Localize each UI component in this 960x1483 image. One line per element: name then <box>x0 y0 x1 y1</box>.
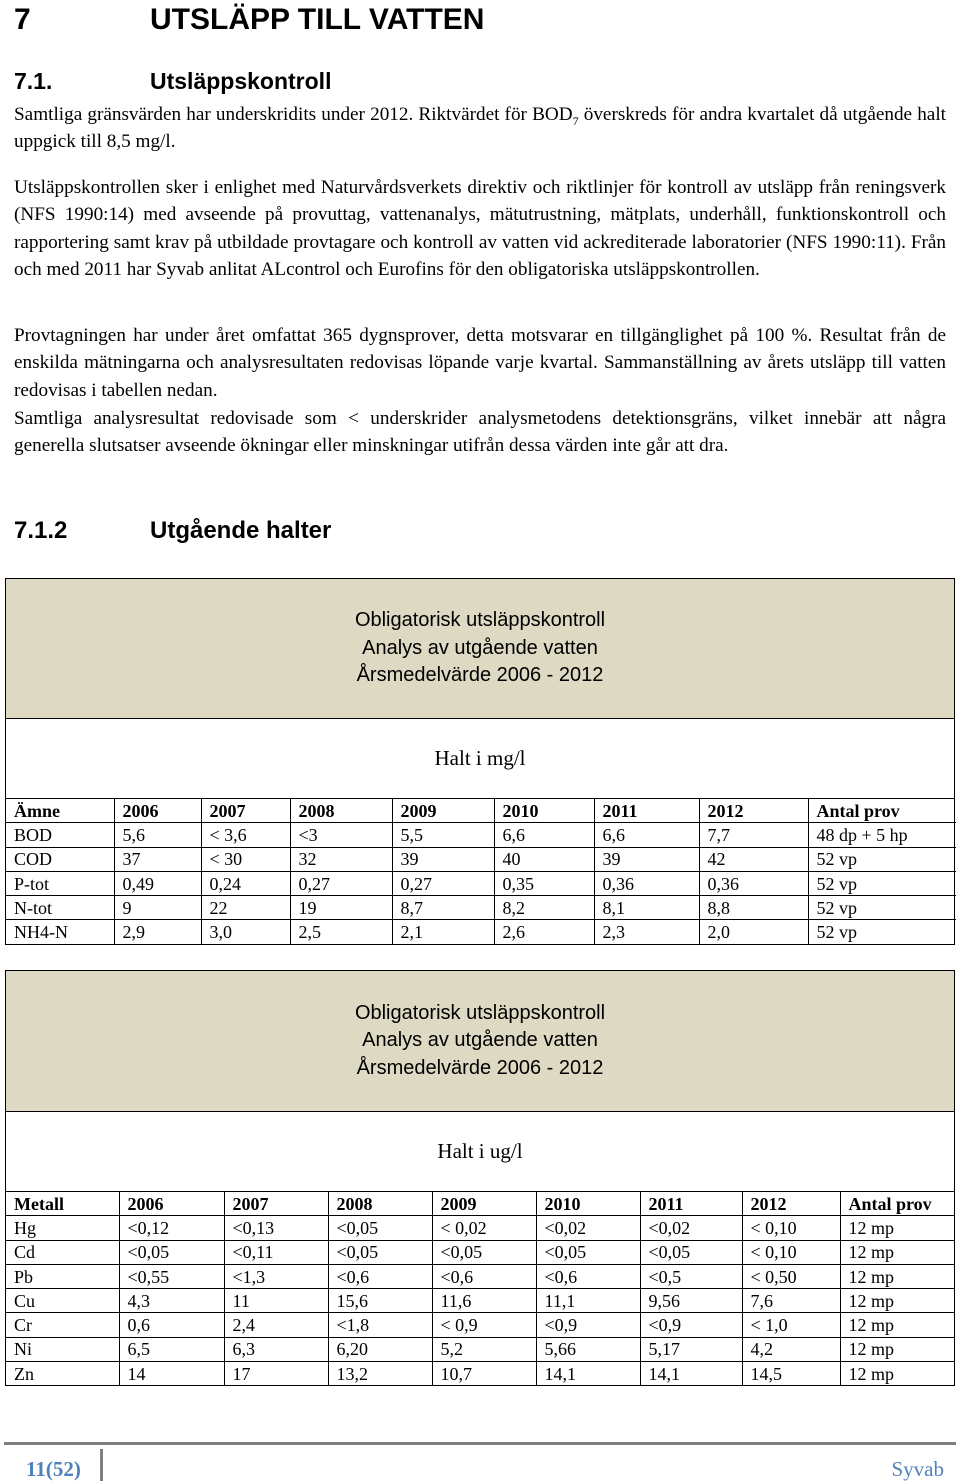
table-cell: 0,27 <box>392 871 494 895</box>
table-cell: 48 dp + 5 hp <box>808 823 956 847</box>
table-cell: <0,05 <box>328 1216 432 1240</box>
table-cell: 2,6 <box>494 920 594 944</box>
row-label-cell: Ni <box>6 1337 119 1361</box>
table-cell: 37 <box>114 847 201 871</box>
column-header: 2012 <box>699 799 808 823</box>
table-cell: <0,6 <box>432 1264 536 1288</box>
intro-text-before: Samtliga gränsvärden har underskridits under 2012. Riktvärdet för BOD <box>14 104 573 125</box>
table-row <box>6 1216 954 1240</box>
table-cell: 10,7 <box>432 1362 536 1386</box>
footer-divider <box>100 1449 103 1481</box>
table-ug-heading-line-2: Analys av utgående vatten <box>362 1029 598 1052</box>
table-row <box>6 871 956 895</box>
table-cell: 5,66 <box>536 1337 640 1361</box>
table-cell: 8,2 <box>494 896 594 920</box>
table-cell: <0,11 <box>224 1240 328 1264</box>
company-name: Syvab <box>891 1457 944 1481</box>
intro-paragraph <box>14 101 946 156</box>
footer-rule <box>4 1442 956 1445</box>
subsection-title: Utsläppskontroll <box>150 68 332 94</box>
row-label-cell: Cr <box>6 1313 119 1337</box>
table-cell: <0,9 <box>640 1313 742 1337</box>
table-cell: <1,8 <box>328 1313 432 1337</box>
paragraph-sampling: Provtagningen har under året omfattat 365 dygnsprover, detta motsvarar en tillgänglighet på 100 %. Resultat från de enskilda mätningarna och analysresultaten redovisas löpande varje kvartal. Sammanställning av årets utsläpp till vatten redovisas i tabellen nedan. <box>14 325 946 401</box>
table-cell: 5,2 <box>432 1337 536 1361</box>
table-cell: < 0,10 <box>742 1240 840 1264</box>
table-mg-heading-line-1: Obligatorisk utsläppskontroll <box>354 609 606 632</box>
paragraph-method: Utsläppskontrollen sker i enlighet med Naturvårdsverkets direktiv och riktlinjer för kontroll av utsläpp från reningsverk (NFS 1990:14) med avseende på provuttag, vattenanalys, mätutrustning, mätplats, underhåll, funktionskontroll och rapportering samt krav på utbildade provtagare och kontroll av vatten vid ackrediterade laboratorier (NFS 1990:11). Från och med 2011 har Syvab anlitat ALcontrol och Eurofins för den obligatoriska utsläppskontrollen. <box>14 177 946 280</box>
page-footer <box>0 1440 960 1483</box>
table-ug-unit: Halt i ug/l <box>6 1112 954 1192</box>
row-label-cell: Cd <box>6 1240 119 1264</box>
column-header: 2006 <box>119 1192 224 1216</box>
table-cell: <0,05 <box>328 1240 432 1264</box>
row-label-cell: N-tot <box>6 896 114 920</box>
table-cell: <0,6 <box>536 1264 640 1288</box>
row-label-cell: Pb <box>6 1264 119 1288</box>
table-cell: 14 <box>119 1362 224 1386</box>
column-header: Antal prov <box>840 1192 954 1216</box>
table-cell: 14,5 <box>742 1362 840 1386</box>
row-label-cell: P-tot <box>6 871 114 895</box>
table-cell: < 3,6 <box>201 823 290 847</box>
table-cell: 5,17 <box>640 1337 742 1361</box>
table-cell: 12 mp <box>840 1264 954 1288</box>
table-cell: 12 mp <box>840 1240 954 1264</box>
table-cell: 8,7 <box>392 896 494 920</box>
intro-text-after: överskreds för andra kvartalet då utgående halt uppgick till 8,5 mg/l. <box>14 104 946 153</box>
table-cell: 0,6 <box>119 1313 224 1337</box>
table-ug <box>6 1192 954 1385</box>
column-header: 2009 <box>392 799 494 823</box>
subsection-heading <box>14 66 614 96</box>
column-header: 2010 <box>494 799 594 823</box>
column-header: 2011 <box>640 1192 742 1216</box>
table-cell: < 0,02 <box>432 1216 536 1240</box>
table-cell: 39 <box>392 847 494 871</box>
table-cell: 0,24 <box>201 871 290 895</box>
table-mg-header <box>6 579 954 719</box>
section-heading <box>14 2 614 38</box>
table-cell: <1,3 <box>224 1264 328 1288</box>
page-number: 11(52) <box>26 1457 81 1481</box>
table-cell: <3 <box>290 823 392 847</box>
table-cell: 12 mp <box>840 1313 954 1337</box>
table-row <box>6 920 956 944</box>
column-header: Metall <box>6 1192 119 1216</box>
table-cell: 12 mp <box>840 1216 954 1240</box>
subsubsection-number: 7.1.2 <box>14 517 68 544</box>
column-header: Antal prov <box>808 799 956 823</box>
table-cell: 52 vp <box>808 920 956 944</box>
table-cell: 6,3 <box>224 1337 328 1361</box>
table-cell: 39 <box>594 847 699 871</box>
table-ug-block <box>5 970 955 1386</box>
table-cell: 0,36 <box>699 871 808 895</box>
table-cell: 2,3 <box>594 920 699 944</box>
table-mg-heading-line-2: Analys av utgående vatten <box>362 636 598 659</box>
table-cell: 9,56 <box>640 1289 742 1313</box>
table-cell: <0,5 <box>640 1264 742 1288</box>
bod-subscript: 7 <box>572 113 579 128</box>
table-cell: 11 <box>224 1289 328 1313</box>
table-cell: 12 mp <box>840 1289 954 1313</box>
table-mg-block <box>5 578 955 945</box>
row-label-cell: COD <box>6 847 114 871</box>
table-ug-heading-line-3: Årsmedelvärde 2006 - 2012 <box>356 1056 604 1079</box>
table-cell: 0,49 <box>114 871 201 895</box>
column-header: 2007 <box>224 1192 328 1216</box>
table-cell: 0,35 <box>494 871 594 895</box>
table-cell: 8,8 <box>699 896 808 920</box>
row-label-cell: NH4-N <box>6 920 114 944</box>
column-header: 2011 <box>594 799 699 823</box>
table-cell: 4,2 <box>742 1337 840 1361</box>
table-cell: <0,13 <box>224 1216 328 1240</box>
table-cell: 2,1 <box>392 920 494 944</box>
table-row <box>6 823 956 847</box>
table-cell: 6,6 <box>594 823 699 847</box>
section-title: UTSLÄPP TILL VATTEN <box>150 3 485 36</box>
table-cell: <0,02 <box>640 1216 742 1240</box>
table-ug-heading-line-1: Obligatorisk utsläppskontroll <box>354 1001 606 1024</box>
table-mg-header-row <box>6 799 956 823</box>
table-cell: 4,3 <box>119 1289 224 1313</box>
subsubsection-heading <box>14 515 614 547</box>
table-cell: 7,6 <box>742 1289 840 1313</box>
table-cell: 0,36 <box>594 871 699 895</box>
table-cell: 2,0 <box>699 920 808 944</box>
table-cell: <0,02 <box>536 1216 640 1240</box>
table-cell: 52 vp <box>808 896 956 920</box>
section-number: 7 <box>14 3 31 36</box>
table-cell: 19 <box>290 896 392 920</box>
table-cell: 8,1 <box>594 896 699 920</box>
table-row <box>6 1337 954 1361</box>
table-mg <box>6 799 956 944</box>
table-cell: 12 mp <box>840 1362 954 1386</box>
column-header: 2012 <box>742 1192 840 1216</box>
row-label-cell: Zn <box>6 1362 119 1386</box>
table-mg-body <box>6 823 956 944</box>
table-cell: 2,4 <box>224 1313 328 1337</box>
subsection-number: 7.1. <box>14 68 53 94</box>
column-header: 2006 <box>114 799 201 823</box>
row-label-cell: BOD <box>6 823 114 847</box>
table-row <box>6 1264 954 1288</box>
table-row <box>6 1313 954 1337</box>
table-cell: <0,05 <box>432 1240 536 1264</box>
table-cell: < 30 <box>201 847 290 871</box>
table-row <box>6 1362 954 1386</box>
table-ug-header-row <box>6 1192 954 1216</box>
table-cell: 17 <box>224 1362 328 1386</box>
table-cell: 2,9 <box>114 920 201 944</box>
table-cell: 5,6 <box>114 823 201 847</box>
table-cell: 11,1 <box>536 1289 640 1313</box>
table-ug-body <box>6 1216 954 1386</box>
table-cell: 6,6 <box>494 823 594 847</box>
table-cell: 40 <box>494 847 594 871</box>
table-mg-unit: Halt i mg/l <box>6 719 954 799</box>
table-cell: <0,05 <box>119 1240 224 1264</box>
table-cell: 11,6 <box>432 1289 536 1313</box>
table-cell: 9 <box>114 896 201 920</box>
table-cell: <0,05 <box>536 1240 640 1264</box>
column-header: 2008 <box>328 1192 432 1216</box>
table-cell: <0,6 <box>328 1264 432 1288</box>
table-cell: 0,27 <box>290 871 392 895</box>
table-ug-header <box>6 971 954 1112</box>
paragraph-detection-limit: Samtliga analysresultat redovisade som < underskrider analysmetodens detektionsgräns, vilket innebär att några generella slutsatser avseende ökningar eller minskningar utifrån dessa värden inte går att dra. <box>14 408 946 457</box>
column-header: 2010 <box>536 1192 640 1216</box>
table-cell: < 1,0 <box>742 1313 840 1337</box>
table-cell: 12 mp <box>840 1337 954 1361</box>
table-mg-heading-line-3: Årsmedelvärde 2006 - 2012 <box>356 664 604 687</box>
row-label-cell: Hg <box>6 1216 119 1240</box>
subsubsection-title: Utgående halter <box>150 517 332 544</box>
table-row <box>6 896 956 920</box>
table-ug-head <box>6 1192 954 1216</box>
column-header: 2007 <box>201 799 290 823</box>
table-cell: 6,5 <box>119 1337 224 1361</box>
table-cell: 5,5 <box>392 823 494 847</box>
table-cell: 52 vp <box>808 871 956 895</box>
table-cell: <0,9 <box>536 1313 640 1337</box>
table-cell: <0,05 <box>640 1240 742 1264</box>
table-cell: 22 <box>201 896 290 920</box>
table-cell: <0,12 <box>119 1216 224 1240</box>
table-cell: 13,2 <box>328 1362 432 1386</box>
table-cell: <0,55 <box>119 1264 224 1288</box>
table-cell: < 0,10 <box>742 1216 840 1240</box>
table-cell: 6,20 <box>328 1337 432 1361</box>
column-header: 2008 <box>290 799 392 823</box>
table-cell: 42 <box>699 847 808 871</box>
table-cell: 15,6 <box>328 1289 432 1313</box>
table-row <box>6 1289 954 1313</box>
row-label-cell: Cu <box>6 1289 119 1313</box>
column-header: 2009 <box>432 1192 536 1216</box>
table-cell: 3,0 <box>201 920 290 944</box>
table-cell: 14,1 <box>640 1362 742 1386</box>
table-cell: < 0,50 <box>742 1264 840 1288</box>
column-header: Ämne <box>6 799 114 823</box>
table-cell: 7,7 <box>699 823 808 847</box>
table-cell: 2,5 <box>290 920 392 944</box>
table-mg-head <box>6 799 956 823</box>
table-row <box>6 1240 954 1264</box>
table-cell: < 0,9 <box>432 1313 536 1337</box>
table-cell: 14,1 <box>536 1362 640 1386</box>
table-row <box>6 847 956 871</box>
table-cell: 52 vp <box>808 847 956 871</box>
table-cell: 32 <box>290 847 392 871</box>
